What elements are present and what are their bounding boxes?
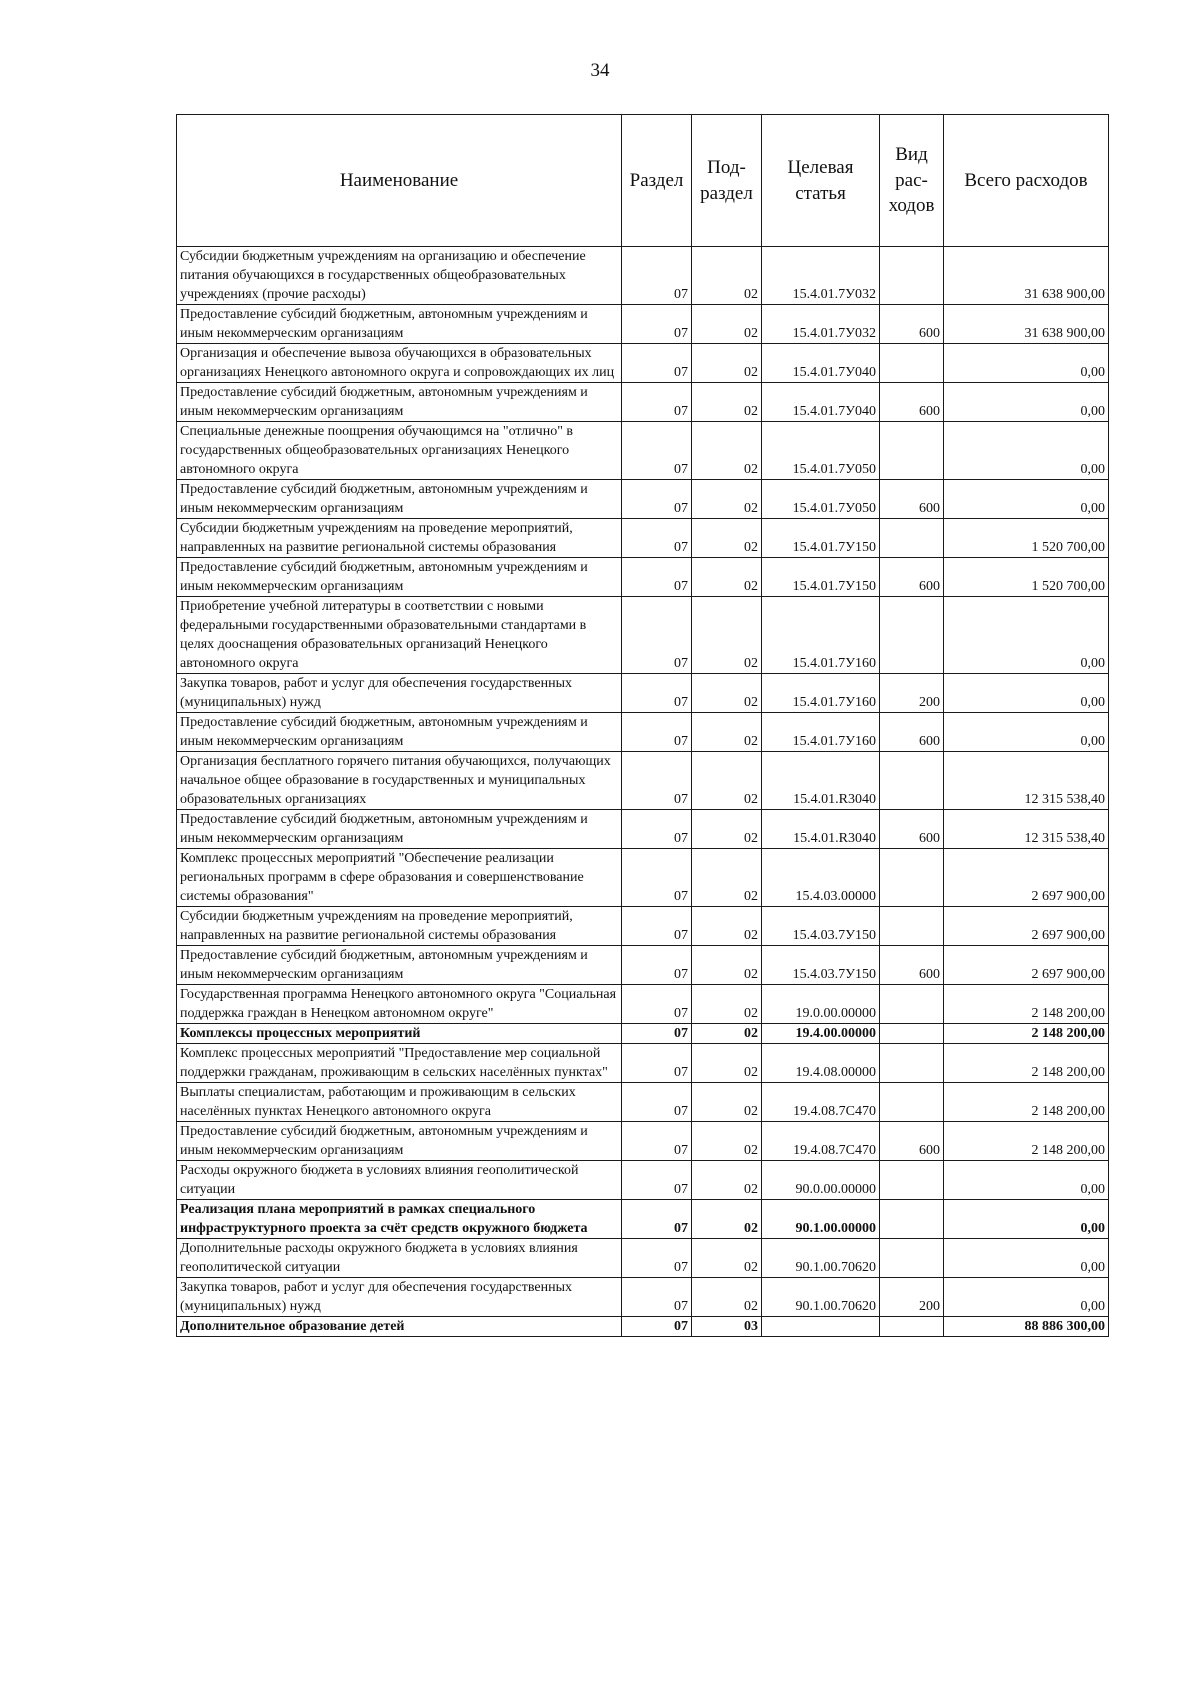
table-row	[177, 1278, 1109, 1317]
cell-total: 2 697 900,00	[944, 946, 1109, 985]
cell-name: Закупка товаров, работ и услуг для обеспечения государственных (муниципальных) нужд	[177, 674, 622, 713]
table-row	[177, 1317, 1109, 1337]
cell-razdel: 07	[622, 1122, 692, 1161]
table-row	[177, 305, 1109, 344]
cell-podrazdel: 02	[692, 849, 762, 907]
cell-celevaya: 15.4.01.R3040	[762, 810, 880, 849]
cell-celevaya: 15.4.01.7У040	[762, 383, 880, 422]
page-number: 34	[590, 60, 610, 81]
cell-total: 1 520 700,00	[944, 519, 1109, 558]
cell-podrazdel: 02	[692, 1044, 762, 1083]
cell-podrazdel: 03	[692, 1317, 762, 1337]
cell-celevaya: 90.1.00.70620	[762, 1239, 880, 1278]
cell-name: Выплаты специалистам, работающим и проживающим в сельских населённых пунктах Ненецкого автономного округа	[177, 1083, 622, 1122]
cell-podrazdel: 02	[692, 519, 762, 558]
cell-razdel: 07	[622, 597, 692, 674]
cell-podrazdel: 02	[692, 247, 762, 305]
table-row	[177, 674, 1109, 713]
cell-celevaya: 15.4.01.7У150	[762, 519, 880, 558]
cell-razdel: 07	[622, 1083, 692, 1122]
cell-podrazdel: 02	[692, 985, 762, 1024]
table-row	[177, 985, 1109, 1024]
cell-celevaya: 15.4.01.7У150	[762, 558, 880, 597]
cell-razdel: 07	[622, 305, 692, 344]
cell-name: Комплексы процессных мероприятий	[177, 1024, 622, 1044]
cell-total: 2 697 900,00	[944, 849, 1109, 907]
table-row	[177, 480, 1109, 519]
cell-vid	[880, 597, 944, 674]
cell-vid	[880, 344, 944, 383]
cell-celevaya: 90.1.00.70620	[762, 1278, 880, 1317]
table-row	[177, 1161, 1109, 1200]
cell-celevaya: 15.4.03.7У150	[762, 907, 880, 946]
table-row	[177, 558, 1109, 597]
cell-total: 31 638 900,00	[944, 247, 1109, 305]
table-row	[177, 907, 1109, 946]
cell-celevaya: 19.0.00.00000	[762, 985, 880, 1024]
cell-podrazdel: 02	[692, 422, 762, 480]
cell-name: Реализация плана мероприятий в рамках специального инфраструктурного проекта за счёт средств окружного бюджета	[177, 1200, 622, 1239]
cell-total: 2 697 900,00	[944, 907, 1109, 946]
cell-razdel: 07	[622, 422, 692, 480]
cell-razdel: 07	[622, 383, 692, 422]
cell-vid: 200	[880, 1278, 944, 1317]
budget-table	[176, 114, 1109, 1337]
cell-vid	[880, 1239, 944, 1278]
table-row	[177, 713, 1109, 752]
cell-vid: 600	[880, 383, 944, 422]
cell-razdel: 07	[622, 752, 692, 810]
cell-name: Комплекс процессных мероприятий "Обеспечение реализации региональных программ в сфере образования и совершенствование системы образования"	[177, 849, 622, 907]
cell-total: 2 148 200,00	[944, 1122, 1109, 1161]
cell-total: 0,00	[944, 422, 1109, 480]
cell-celevaya: 15.4.01.7У160	[762, 713, 880, 752]
table-row	[177, 383, 1109, 422]
cell-podrazdel: 02	[692, 1083, 762, 1122]
cell-podrazdel: 02	[692, 946, 762, 985]
header-razdel: Раздел	[622, 115, 692, 247]
cell-vid	[880, 1024, 944, 1044]
cell-name: Предоставление субсидий бюджетным, автономным учреждениям и иным некоммерческим организациям	[177, 383, 622, 422]
cell-name: Закупка товаров, работ и услуг для обеспечения государственных (муниципальных) нужд	[177, 1278, 622, 1317]
cell-name: Предоставление субсидий бюджетным, автономным учреждениям и иным некоммерческим организациям	[177, 946, 622, 985]
cell-vid	[880, 247, 944, 305]
cell-celevaya: 90.0.00.00000	[762, 1161, 880, 1200]
cell-razdel: 07	[622, 1200, 692, 1239]
cell-podrazdel: 02	[692, 1239, 762, 1278]
cell-name: Предоставление субсидий бюджетным, автономным учреждениям и иным некоммерческим организациям	[177, 305, 622, 344]
cell-podrazdel: 02	[692, 305, 762, 344]
cell-razdel: 07	[622, 907, 692, 946]
cell-name: Расходы окружного бюджета в условиях влияния геополитической ситуации	[177, 1161, 622, 1200]
cell-razdel: 07	[622, 519, 692, 558]
table-row	[177, 1044, 1109, 1083]
cell-name: Предоставление субсидий бюджетным, автономным учреждениям и иным некоммерческим организациям	[177, 480, 622, 519]
cell-razdel: 07	[622, 247, 692, 305]
cell-vid: 600	[880, 713, 944, 752]
cell-name: Дополнительное образование детей	[177, 1317, 622, 1337]
header-name: Наименование	[177, 115, 622, 247]
cell-total: 12 315 538,40	[944, 752, 1109, 810]
cell-podrazdel: 02	[692, 558, 762, 597]
cell-total: 2 148 200,00	[944, 985, 1109, 1024]
cell-celevaya: 15.4.01.7У040	[762, 344, 880, 383]
cell-vid	[880, 907, 944, 946]
cell-razdel: 07	[622, 1239, 692, 1278]
cell-celevaya: 15.4.01.7У032	[762, 305, 880, 344]
cell-name: Комплекс процессных мероприятий "Предоставление мер социальной поддержки гражданам, проживающим в сельских населённых пунктах"	[177, 1044, 622, 1083]
table-row	[177, 597, 1109, 674]
cell-total: 2 148 200,00	[944, 1083, 1109, 1122]
cell-name: Специальные денежные поощрения обучающимся на "отлично" в государственных общеобразовательных организациях Ненецкого автономного округа	[177, 422, 622, 480]
table-row	[177, 810, 1109, 849]
cell-razdel: 07	[622, 558, 692, 597]
cell-name: Предоставление субсидий бюджетным, автономным учреждениям и иным некоммерческим организациям	[177, 713, 622, 752]
cell-vid: 600	[880, 558, 944, 597]
cell-total: 0,00	[944, 597, 1109, 674]
cell-total: 88 886 300,00	[944, 1317, 1109, 1337]
header-total: Всего расходов	[944, 115, 1109, 247]
cell-name: Предоставление субсидий бюджетным, автономным учреждениям и иным некоммерческим организациям	[177, 558, 622, 597]
cell-razdel: 07	[622, 1317, 692, 1337]
cell-podrazdel: 02	[692, 480, 762, 519]
cell-name: Организация бесплатного горячего питания обучающихся, получающих начальное общее образование в государственных и муниципальных образовательных организациях	[177, 752, 622, 810]
table-row	[177, 752, 1109, 810]
cell-celevaya: 90.1.00.00000	[762, 1200, 880, 1239]
cell-name: Субсидии бюджетным учреждениям на проведение мероприятий, направленных на развитие региональной системы образования	[177, 907, 622, 946]
table-row	[177, 946, 1109, 985]
cell-celevaya: 15.4.01.7У160	[762, 597, 880, 674]
cell-name: Дополнительные расходы окружного бюджета в условиях влияния геополитической ситуации	[177, 1239, 622, 1278]
cell-total: 1 520 700,00	[944, 558, 1109, 597]
cell-vid: 600	[880, 946, 944, 985]
cell-celevaya: 19.4.08.00000	[762, 1044, 880, 1083]
cell-name: Приобретение учебной литературы в соответствии с новыми федеральными государственными образовательными стандартами в целях дооснащения образовательных организаций Ненецкого автономного округа	[177, 597, 622, 674]
cell-vid	[880, 985, 944, 1024]
cell-total: 2 148 200,00	[944, 1024, 1109, 1044]
table-row	[177, 247, 1109, 305]
cell-razdel: 07	[622, 849, 692, 907]
cell-celevaya	[762, 1317, 880, 1337]
cell-celevaya: 15.4.01.7У050	[762, 480, 880, 519]
cell-razdel: 07	[622, 674, 692, 713]
cell-total: 0,00	[944, 1239, 1109, 1278]
cell-celevaya: 19.4.08.7С470	[762, 1083, 880, 1122]
cell-razdel: 07	[622, 946, 692, 985]
cell-razdel: 07	[622, 985, 692, 1024]
cell-vid	[880, 1200, 944, 1239]
cell-razdel: 07	[622, 1024, 692, 1044]
table-row	[177, 1122, 1109, 1161]
cell-podrazdel: 02	[692, 752, 762, 810]
cell-vid	[880, 519, 944, 558]
cell-vid	[880, 1044, 944, 1083]
cell-celevaya: 15.4.01.R3040	[762, 752, 880, 810]
cell-name: Предоставление субсидий бюджетным, автономным учреждениям и иным некоммерческим организациям	[177, 1122, 622, 1161]
cell-name: Государственная программа Ненецкого автономного округа "Социальная поддержка граждан в Ненецком автономном округе"	[177, 985, 622, 1024]
cell-vid	[880, 752, 944, 810]
header-vid: Вид рас-ходов	[880, 115, 944, 247]
cell-razdel: 07	[622, 480, 692, 519]
cell-podrazdel: 02	[692, 1122, 762, 1161]
cell-name: Субсидии бюджетным учреждениям на проведение мероприятий, направленных на развитие региональной системы образования	[177, 519, 622, 558]
cell-razdel: 07	[622, 713, 692, 752]
cell-vid: 600	[880, 810, 944, 849]
cell-podrazdel: 02	[692, 344, 762, 383]
header-celevaya: Целевая статья	[762, 115, 880, 247]
cell-podrazdel: 02	[692, 713, 762, 752]
cell-name: Предоставление субсидий бюджетным, автономным учреждениям и иным некоммерческим организациям	[177, 810, 622, 849]
cell-total: 12 315 538,40	[944, 810, 1109, 849]
cell-razdel: 07	[622, 1161, 692, 1200]
cell-podrazdel: 02	[692, 1200, 762, 1239]
cell-total: 0,00	[944, 480, 1109, 519]
header-podrazdel: Под-раздел	[692, 115, 762, 247]
table-row	[177, 1200, 1109, 1239]
table-row	[177, 1083, 1109, 1122]
cell-vid: 600	[880, 305, 944, 344]
cell-celevaya: 15.4.03.7У150	[762, 946, 880, 985]
cell-vid: 200	[880, 674, 944, 713]
cell-name: Субсидии бюджетным учреждениям на организацию и обеспечение питания обучающихся в государственных общеобразовательных учреждениях (прочие расходы)	[177, 247, 622, 305]
cell-celevaya: 15.4.01.7У160	[762, 674, 880, 713]
cell-total: 0,00	[944, 383, 1109, 422]
cell-celevaya: 19.4.00.00000	[762, 1024, 880, 1044]
cell-vid: 600	[880, 1122, 944, 1161]
cell-total: 0,00	[944, 713, 1109, 752]
cell-podrazdel: 02	[692, 674, 762, 713]
table-header-row	[177, 115, 1109, 247]
cell-total: 2 148 200,00	[944, 1044, 1109, 1083]
cell-vid	[880, 1083, 944, 1122]
table-row	[177, 422, 1109, 480]
cell-podrazdel: 02	[692, 1278, 762, 1317]
cell-total: 0,00	[944, 1278, 1109, 1317]
table-row	[177, 1024, 1109, 1044]
cell-total: 0,00	[944, 674, 1109, 713]
table-row	[177, 519, 1109, 558]
table-row	[177, 1239, 1109, 1278]
cell-celevaya: 19.4.08.7С470	[762, 1122, 880, 1161]
cell-celevaya: 15.4.03.00000	[762, 849, 880, 907]
table-row	[177, 849, 1109, 907]
cell-razdel: 07	[622, 344, 692, 383]
cell-celevaya: 15.4.01.7У032	[762, 247, 880, 305]
cell-total: 31 638 900,00	[944, 305, 1109, 344]
cell-total: 0,00	[944, 344, 1109, 383]
cell-name: Организация и обеспечение вывоза обучающихся в образовательных организациях Ненецкого автономного округа и сопровождающих их лиц	[177, 344, 622, 383]
cell-podrazdel: 02	[692, 907, 762, 946]
cell-vid	[880, 1161, 944, 1200]
cell-vid	[880, 422, 944, 480]
cell-podrazdel: 02	[692, 1024, 762, 1044]
cell-total: 0,00	[944, 1200, 1109, 1239]
cell-razdel: 07	[622, 1278, 692, 1317]
cell-total: 0,00	[944, 1161, 1109, 1200]
cell-podrazdel: 02	[692, 383, 762, 422]
cell-vid: 600	[880, 480, 944, 519]
table-row	[177, 344, 1109, 383]
cell-podrazdel: 02	[692, 810, 762, 849]
cell-vid	[880, 1317, 944, 1337]
cell-podrazdel: 02	[692, 597, 762, 674]
cell-vid	[880, 849, 944, 907]
cell-podrazdel: 02	[692, 1161, 762, 1200]
cell-razdel: 07	[622, 810, 692, 849]
cell-razdel: 07	[622, 1044, 692, 1083]
cell-celevaya: 15.4.01.7У050	[762, 422, 880, 480]
